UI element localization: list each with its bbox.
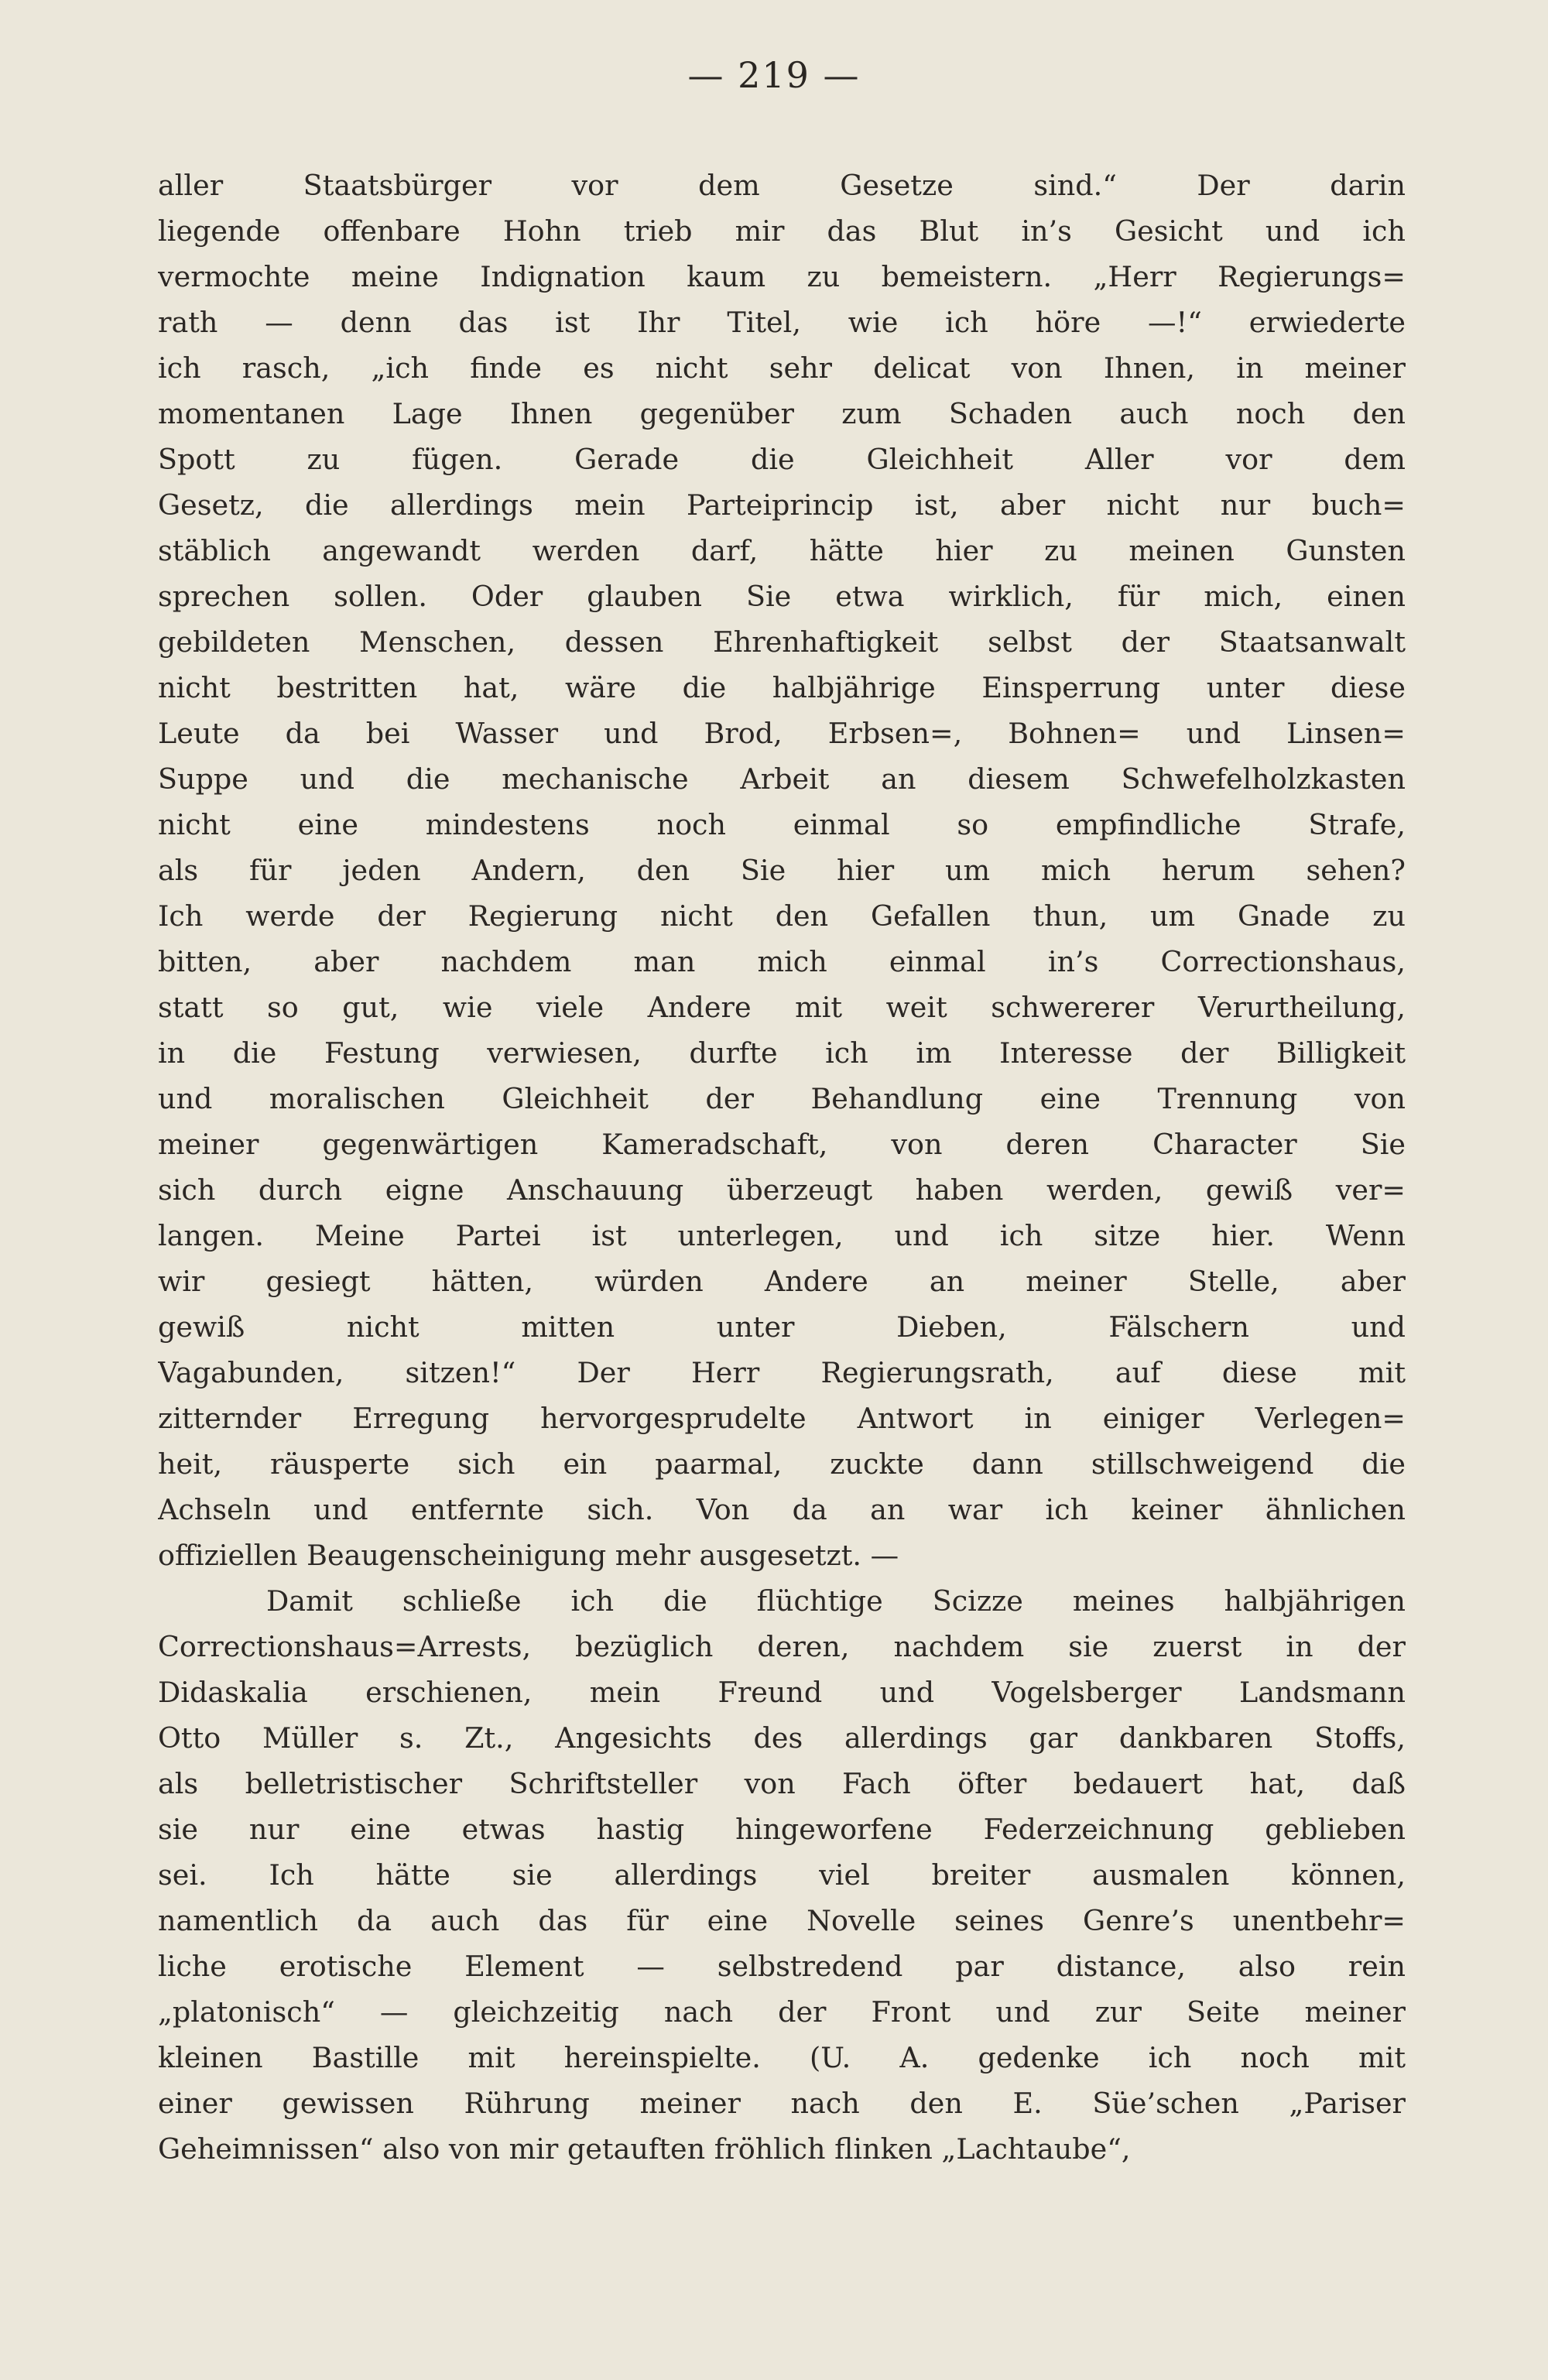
text-line: heit, räusperte sich ein paarmal, zuckte dann stillschweigend die [158, 1447, 1406, 1481]
text-line: vermochte meine Indignation kaum zu bemeistern. „Herr Regierungs= [158, 260, 1406, 293]
text-line: in die Festung verwiesen, durfte ich im Interesse der Billigkeit [158, 1036, 1406, 1070]
text-line: sei. Ich hätte sie allerdings viel breiter ausmalen können, [158, 1858, 1406, 1892]
text-line: gebildeten Menschen, dessen Ehrenhaftigkeit selbst der Staatsanwalt [158, 625, 1406, 659]
text-line: ich rasch, „ich finde es nicht sehr delicat von Ihnen, in meiner [158, 351, 1406, 385]
text-line: sich durch eigne Anschauung überzeugt haben werden, gewiß ver= [158, 1173, 1406, 1207]
text-line: langen. Meine Partei ist unterlegen, und ich sitze hier. Wenn [158, 1219, 1406, 1252]
text-line: bitten, aber nachdem man mich einmal in’s Correctionshaus, [158, 945, 1406, 978]
text-line: wir gesiegt hätten, würden Andere an meiner Stelle, aber [158, 1265, 1406, 1298]
text-line: statt so gut, wie viele Andere mit weit schwererer Verurtheilung, [158, 991, 1406, 1024]
text-line: Damit schließe ich die flüchtige Scizze meines halbjährigen [266, 1584, 1406, 1618]
text-line: Suppe und die mechanische Arbeit an diesem Schwefelholzkasten [158, 762, 1406, 796]
text-line: nicht eine mindestens noch einmal so empfindliche Strafe, [158, 808, 1406, 841]
text-line: liegende offenbare Hohn trieb mir das Blut in’s Gesicht und ich [158, 214, 1406, 248]
text-line: zitternder Erregung hervorgesprudelte Antwort in einiger Verlegen= [158, 1402, 1406, 1435]
text-line: Correctionshaus=Arrests, bezüglich deren, nachdem sie zuerst in der [158, 1630, 1406, 1663]
text-line: Didaskalia erschienen, mein Freund und Vogelsberger Landsmann [158, 1676, 1406, 1709]
text-line: kleinen Bastille mit hereinspielte. (U. A. gedenke ich noch mit [158, 2041, 1406, 2074]
text-line: sie nur eine etwas hastig hingeworfene Federzeichnung geblieben [158, 1813, 1406, 1846]
text-line: „platonisch“ — gleichzeitig nach der Front und zur Seite meiner [158, 1995, 1406, 2029]
text-line: momentanen Lage Ihnen gegenüber zum Schaden auch noch den [158, 397, 1406, 430]
text-line: rath — denn das ist Ihr Titel, wie ich höre —!“ erwiederte [158, 306, 1406, 339]
text-line: Spott zu fügen. Gerade die Gleichheit Aller vor dem [158, 443, 1406, 476]
page-number: — 219 — [687, 54, 861, 96]
text-line: sprechen sollen. Oder glauben Sie etwa wirklich, für mich, einen [158, 580, 1406, 613]
text-line: Ich werde der Regierung nicht den Gefallen thun, um Gnade zu [158, 899, 1406, 933]
text-line: als belletristischer Schriftsteller von Fach öfter bedauert hat, daß [158, 1767, 1406, 1800]
text-line: meiner gegenwärtigen Kameradschaft, von deren Character Sie [158, 1128, 1406, 1161]
text-line: namentlich da auch das für eine Novelle seines Genre’s unentbehr= [158, 1904, 1406, 1937]
body-text [158, 163, 1406, 2172]
text-line: Geheimnissen“ also von mir getauften fröhlich flinken „Lachtaube“, [158, 2132, 1131, 2166]
text-line: gewiß nicht mitten unter Dieben, Fälschern und [158, 1310, 1406, 1344]
text-line: Leute da bei Wasser und Brod, Erbsen=, Bohnen= und Linsen= [158, 717, 1406, 750]
text-line: Otto Müller s. Zt., Angesichts des allerdings gar dankbaren Stoffs, [158, 1721, 1406, 1755]
text-line: aller Staatsbürger vor dem Gesetze sind.“ Der darin [158, 169, 1406, 202]
text-line: einer gewissen Rührung meiner nach den E. Süe’schen „Pariser [158, 2087, 1406, 2120]
text-line: und moralischen Gleichheit der Behandlung eine Trennung von [158, 1082, 1406, 1115]
text-line: nicht bestritten hat, wäre die halbjährige Einsperrung unter diese [158, 671, 1406, 704]
text-line: Achseln und entfernte sich. Von da an war ich keiner ähnlichen [158, 1493, 1406, 1526]
text-line: offiziellen Beaugenscheinigung mehr ausgesetzt. — [158, 1539, 899, 1572]
text-line: liche erotische Element — selbstredend par distance, also rein [158, 1950, 1406, 1983]
text-line: stäblich angewandt werden darf, hätte hier zu meinen Gunsten [158, 534, 1406, 567]
text-line: Gesetz, die allerdings mein Parteiprincip ist, aber nicht nur buch= [158, 488, 1406, 522]
text-line: Vagabunden, sitzen!“ Der Herr Regierungsrath, auf diese mit [158, 1356, 1406, 1389]
text-line: als für jeden Andern, den Sie hier um mich herum sehen? [158, 854, 1406, 887]
